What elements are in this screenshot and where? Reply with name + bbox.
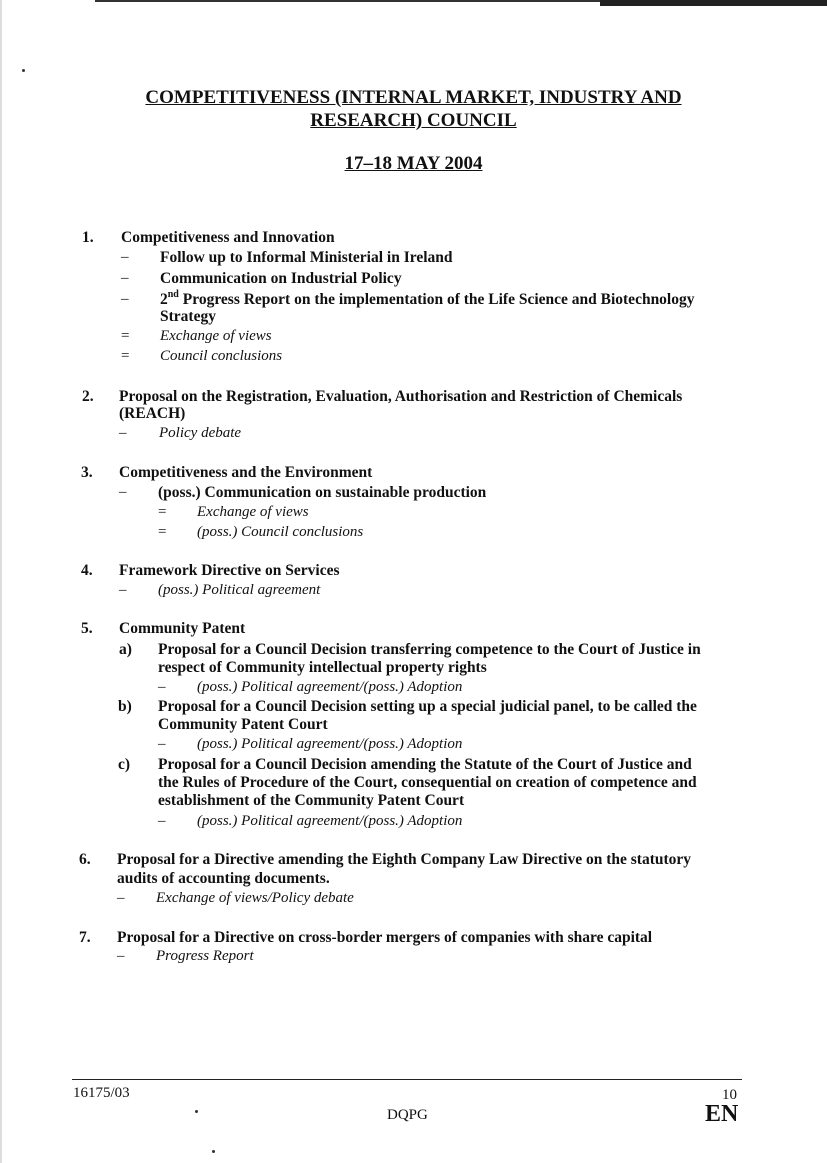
outcome-marker: – — [158, 813, 166, 829]
outcome-marker: – — [158, 736, 166, 752]
top-rule-thick — [600, 0, 827, 6]
sub-item: Follow up to Informal Ministerial in Ireland — [160, 249, 453, 266]
sub-item-italic: Council conclusions — [160, 348, 283, 364]
sub-item — [160, 291, 695, 309]
item-title: Proposal for a Directive amending the Eighth Company Law Directive on the statutory — [117, 851, 692, 868]
item-title: Competitiveness and the Environment — [119, 464, 373, 481]
sub-item: (poss.) Communication on sustainable production — [158, 484, 487, 501]
ordinal-number: 2 — [160, 291, 168, 308]
sub-marker: b) — [118, 698, 132, 715]
sub-item-italic: Exchange of views/Policy debate — [156, 890, 354, 906]
sub-marker: c) — [118, 756, 131, 773]
page-number: 10 — [722, 1087, 737, 1103]
sub-item: Proposal for a Council Decision amending the Statute of the Court of Justice and — [158, 756, 692, 773]
item-number: 3. — [81, 464, 93, 481]
sub-marker: – — [119, 582, 127, 598]
outcome-marker: – — [158, 679, 166, 695]
scan-speck — [212, 1150, 215, 1153]
language-code: EN — [705, 1101, 739, 1127]
item-number: 4. — [81, 562, 93, 579]
item-title: Proposal for a Directive on cross-border mergers of companies with share capital — [117, 929, 653, 946]
sub-item-cont: respect of Community intellectual property rights — [158, 659, 487, 676]
item-title-cont: audits of accounting documents. — [117, 870, 330, 887]
sub-marker: = — [158, 524, 167, 540]
item-number: 6. — [79, 851, 91, 868]
sub-marker: = — [158, 504, 167, 520]
item-title: Proposal on the Registration, Evaluation, Authorisation and Restriction of Chemicals — [119, 388, 683, 405]
item-number: 7. — [79, 929, 91, 946]
sub-marker: – — [121, 249, 129, 265]
item-title-cont: (REACH) — [119, 405, 186, 422]
sub-item-cont: establishment of the Community Patent Court — [158, 792, 465, 809]
sub-item-text: Progress Report on the implementation of the Life Science and Biotechnology — [178, 291, 695, 308]
item-number: 5. — [81, 620, 93, 637]
sub-marker: – — [121, 270, 129, 286]
sub-marker: = — [121, 348, 130, 364]
item-number: 2. — [82, 388, 94, 405]
page-title-line1: COMPETITIVENESS (INTERNAL MARKET, INDUSTRY AND — [145, 87, 682, 108]
sub-marker: – — [121, 291, 129, 307]
footer-rule — [72, 1079, 742, 1080]
sub-item-italic: Policy debate — [159, 425, 242, 441]
outcome: (poss.) Political agreement/(poss.) Adoption — [197, 813, 463, 829]
item-title: Framework Directive on Services — [119, 562, 340, 579]
sub-marker: – — [117, 890, 125, 906]
scan-speck — [195, 1110, 198, 1113]
sub-item: Proposal for a Council Decision transferring competence to the Court of Justice in — [158, 641, 701, 658]
sub-marker: – — [117, 948, 125, 964]
item-number: 1. — [82, 229, 94, 246]
document-number: 16175/03 — [73, 1085, 130, 1101]
item-title: Community Patent — [119, 620, 246, 637]
scan-speck — [22, 69, 25, 72]
page-title-line2: RESEARCH) COUNCIL — [310, 110, 517, 131]
sub-item-cont: Community Patent Court — [158, 716, 328, 733]
sub-item-italic: (poss.) Political agreement — [158, 582, 321, 598]
sub-item-italic: (poss.) Council conclusions — [197, 524, 364, 540]
sub-item-cont: the Rules of Procedure of the Court, consequential on creation of competence and — [158, 774, 697, 791]
outcome: (poss.) Political agreement/(poss.) Adoption — [197, 679, 463, 695]
meeting-date: 17–18 MAY 2004 — [344, 153, 483, 174]
department-code: DQPG — [387, 1107, 428, 1123]
sub-marker: = — [121, 328, 130, 344]
ordinal-suffix: nd — [167, 289, 179, 300]
sub-item-italic: Progress Report — [156, 948, 254, 964]
outcome: (poss.) Political agreement/(poss.) Adoption — [197, 736, 463, 752]
sub-item-italic: Exchange of views — [197, 504, 309, 520]
sub-marker: – — [119, 484, 127, 500]
sub-item: Proposal for a Council Decision setting up a special judicial panel, to be called the — [158, 698, 697, 715]
sub-marker: – — [119, 425, 127, 441]
item-title: Competitiveness and Innovation — [121, 229, 335, 246]
sub-item: Communication on Industrial Policy — [160, 270, 402, 287]
sub-item-italic: Exchange of views — [160, 328, 272, 344]
sub-item-cont: Strategy — [160, 308, 216, 325]
sub-marker: a) — [119, 641, 132, 658]
